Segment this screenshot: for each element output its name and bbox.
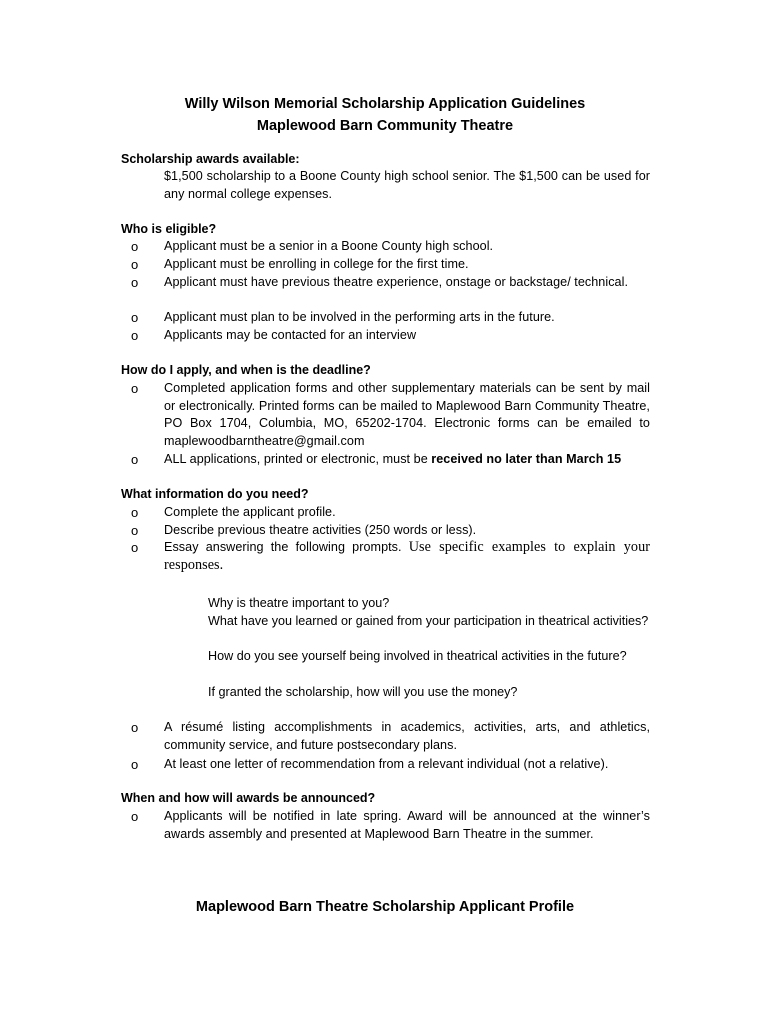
bullet-marker: o [131,310,139,325]
bullet-marker: o [131,757,139,772]
eligibility-item: Applicants may be contacted for an interview [164,328,417,342]
document-title: Willy Wilson Memorial Scholarship Application Guidelines [184,96,586,112]
info-heading: What information do you need? [121,487,309,501]
deadline-date: received no later than March 15 [431,452,622,466]
essay-prompt: How do you see yourself being involved in theatrical activities in the future? [208,649,627,663]
document-subtitle: Maplewood Barn Community Theatre [256,118,514,134]
bullet-marker: o [131,809,139,824]
apply-deadline-item [164,451,650,469]
essay-prompt: Why is theatre important to you? [208,596,390,610]
essay-prompt: What have you learned or gained from your participation in theatrical activities? [208,614,649,628]
bullet-marker: o [131,257,139,272]
deadline-text: ALL applications, printed or electronic, must be [164,452,432,466]
awards-text: $1,500 scholarship to a Boone County high school senior. The $1,500 can be used for any normal college expenses. [164,169,650,201]
apply-heading: How do I apply, and when is the deadline? [121,363,371,377]
bullet-marker: o [131,540,139,555]
info-item: A résumé listing accomplishments in academics, activities, arts, and athletics, community service, and future postsecondary plans. [164,720,650,752]
essay-intro: Essay answering the following prompts. [164,540,409,554]
info-item: Describe previous theatre activities (250 words or less). [164,523,477,537]
bullet-marker: o [131,523,139,538]
info-item: Complete the applicant profile. [164,505,336,519]
apply-item: Completed application forms and other supplementary materials can be sent by mail or electronically. Printed forms can be mailed to Maplewood Barn Community Theatre, PO Box 1704, Columbia, MO, 65202-1704. Electronic forms can be emailed to maplewoodbarntheatre@gmail.com [164,381,650,448]
profile-title: Maplewood Barn Theatre Scholarship Applicant Profile [195,899,575,915]
eligibility-item: Applicant must plan to be involved in the performing arts in the future. [164,310,555,324]
bullet-marker: o [131,381,139,396]
eligibility-item: Applicant must be enrolling in college for the first time. [164,257,469,271]
bullet-marker: o [131,720,139,735]
info-item: At least one letter of recommendation from a relevant individual (not a relative). [164,757,609,771]
eligibility-item: Applicant must have previous theatre experience, onstage or backstage/ technical. [164,275,628,289]
bullet-marker: o [131,452,139,467]
announcement-heading: When and how will awards be announced? [121,791,376,805]
bullet-marker: o [131,505,139,520]
awards-heading: Scholarship awards available: [121,152,300,166]
essay-instruction: Use specific examples to explain your responses. [164,539,650,573]
essay-item [164,539,650,574]
eligibility-item: Applicant must be a senior in a Boone County high school. [164,239,494,253]
announcement-item: Applicants will be notified in late spring. Award will be announced at the winner’s awards assembly and presented at Maplewood Barn Theatre in the summer. [164,809,650,841]
bullet-marker: o [131,239,139,254]
eligibility-heading: Who is eligible? [121,222,217,236]
bullet-marker: o [131,275,139,290]
essay-prompt: If granted the scholarship, how will you use the money? [208,685,518,699]
bullet-marker: o [131,328,139,343]
